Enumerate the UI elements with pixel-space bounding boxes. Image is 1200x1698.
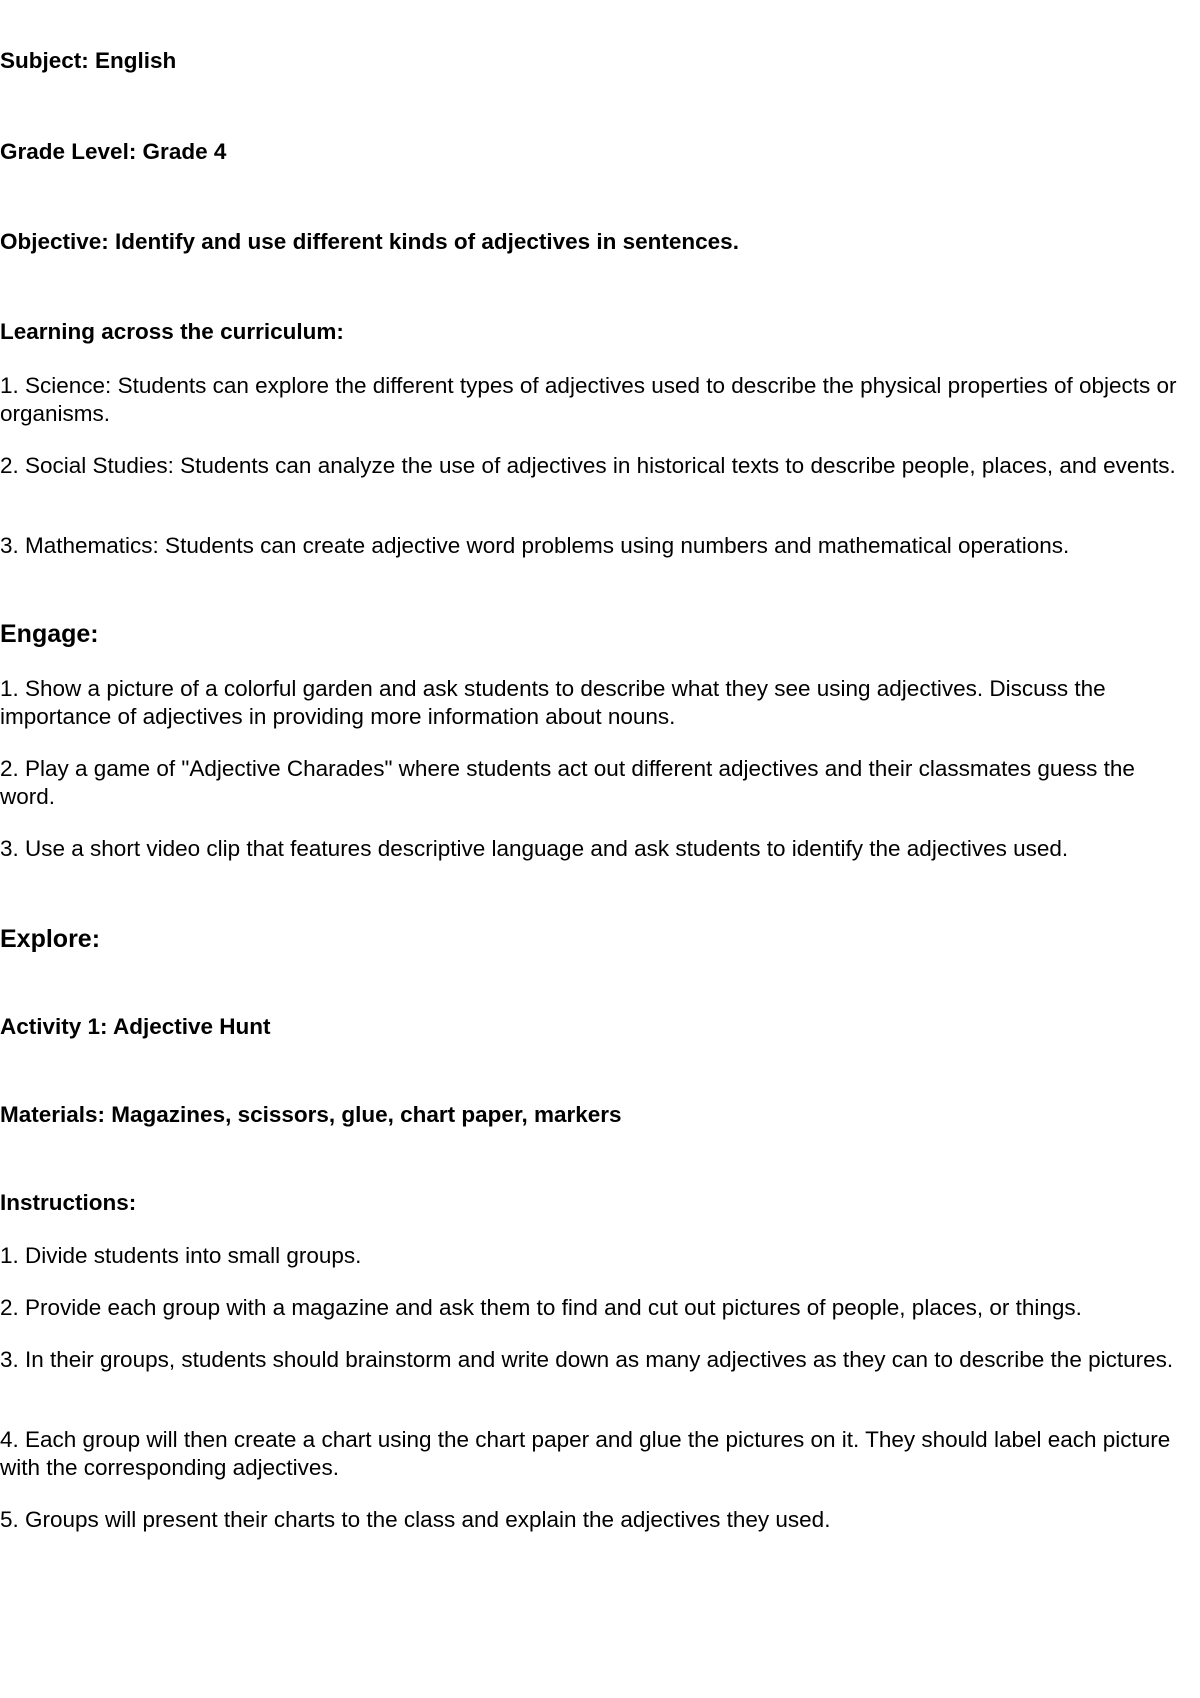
engage-item-2: 2. Play a game of "Adjective Charades" where students act out different adjectives and their classmates guess the word. [0,756,1135,809]
explore-heading: Explore: [0,925,101,953]
grade-level-line: Grade Level: Grade 4 [0,139,227,164]
instruction-item-2: 2. Provide each group with a magazine and ask them to find and cut out pictures of people, places, or things. [0,1295,1082,1320]
learning-item-science: 1. Science: Students can explore the different types of adjectives used to describe the physical properties of objects or organisms. [0,373,1177,426]
instruction-item-1: 1. Divide students into small groups. [0,1243,362,1268]
engage-item-3: 3. Use a short video clip that features descriptive language and ask students to identify the adjectives used. [0,836,1069,861]
engage-item-1: 1. Show a picture of a colorful garden and ask students to describe what they see using adjectives. Discuss the importance of adjectives in providing more information about nouns. [0,676,1106,729]
subject-line: Subject: English [0,48,177,73]
engage-heading: Engage: [0,620,99,648]
instruction-item-4: 4. Each group will then create a chart using the chart paper and glue the pictures on it. They should label each picture with the corresponding adjectives. [0,1427,1171,1480]
materials-line: Materials: Magazines, scissors, glue, chart paper, markers [0,1102,622,1127]
instruction-item-5: 5. Groups will present their charts to the class and explain the adjectives they used. [0,1507,831,1532]
objective-line: Objective: Identify and use different kinds of adjectives in sentences. [0,229,739,254]
instructions-heading: Instructions: [0,1190,137,1215]
learning-item-mathematics: 3. Mathematics: Students can create adjective word problems using numbers and mathematical operations. [0,533,1070,558]
learning-across-heading: Learning across the curriculum: [0,319,344,344]
activity-title: Activity 1: Adjective Hunt [0,1014,271,1039]
instruction-item-3: 3. In their groups, students should brainstorm and write down as many adjectives as they can to describe the pictures. [0,1347,1174,1372]
learning-item-social-studies: 2. Social Studies: Students can analyze the use of adjectives in historical texts to describe people, places, and events. [0,453,1176,478]
